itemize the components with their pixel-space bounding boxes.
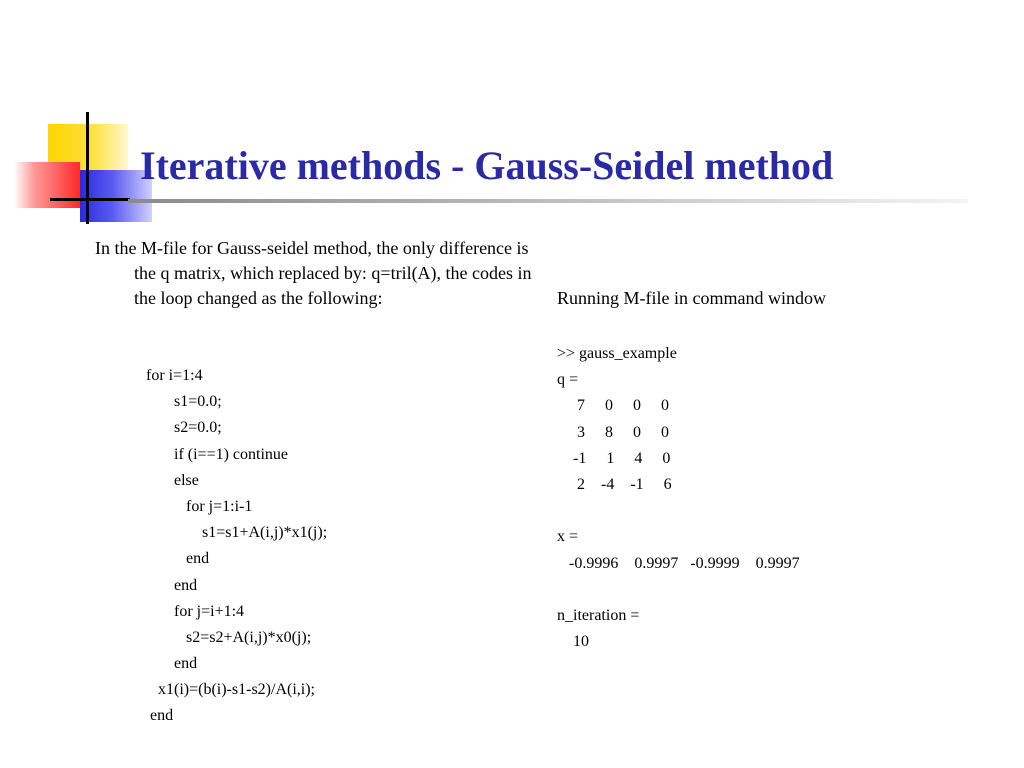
output-line: >> gauss_example [557, 345, 677, 362]
slide-title: Iterative methods - Gauss-Seidel method [140, 143, 834, 188]
code-line: s2=s2+A(i,j)*x0(j); [146, 628, 312, 646]
output-line: q = [557, 371, 579, 389]
output-line: x = [557, 528, 579, 546]
output-line: -1 1 4 0 [557, 449, 671, 467]
output-line: -0.9996 0.9997 -0.9999 0.9997 [557, 554, 800, 572]
code-line: end [146, 550, 210, 568]
logo-horizontal-line [50, 198, 130, 201]
code-line: end [146, 707, 174, 725]
code-line: s1=s1+A(i,j)*x1(j); [146, 524, 328, 542]
code-line: s2=0.0; [146, 419, 222, 437]
output-line: 10 [557, 633, 589, 651]
code-line: else [146, 471, 199, 489]
code-line: end [146, 576, 198, 594]
code-line: x1(i)=(b(i)-s1-s2)/A(i,i); [146, 681, 315, 699]
command-output [557, 341, 800, 655]
code-block [146, 363, 327, 730]
output-line: 3 8 0 0 [557, 423, 669, 441]
logo-red-block [14, 162, 80, 208]
code-line: s1=0.0; [146, 393, 222, 411]
output-line [557, 498, 800, 524]
output-line [557, 577, 800, 603]
code-line: if (i==1) continue [146, 445, 289, 463]
output-line: 2 -4 -1 6 [557, 475, 672, 493]
output-line: n_iteration = [557, 606, 640, 624]
logo-vertical-line [86, 112, 89, 224]
code-line: for j=1:i-1 [146, 497, 253, 515]
code-line: for i=1:4 [146, 367, 203, 384]
title-underline [128, 199, 968, 203]
output-line: 7 0 0 0 [557, 397, 669, 415]
code-line: for j=i+1:4 [146, 602, 245, 620]
run-heading: Running M-file in command window [557, 288, 826, 308]
code-line: end [146, 655, 198, 673]
intro-paragraph: In the M-file for Gauss-seidel method, the only difference is the q matrix, which replaced by: q=tril(A), the codes in the loop changed as the following: [95, 238, 532, 308]
